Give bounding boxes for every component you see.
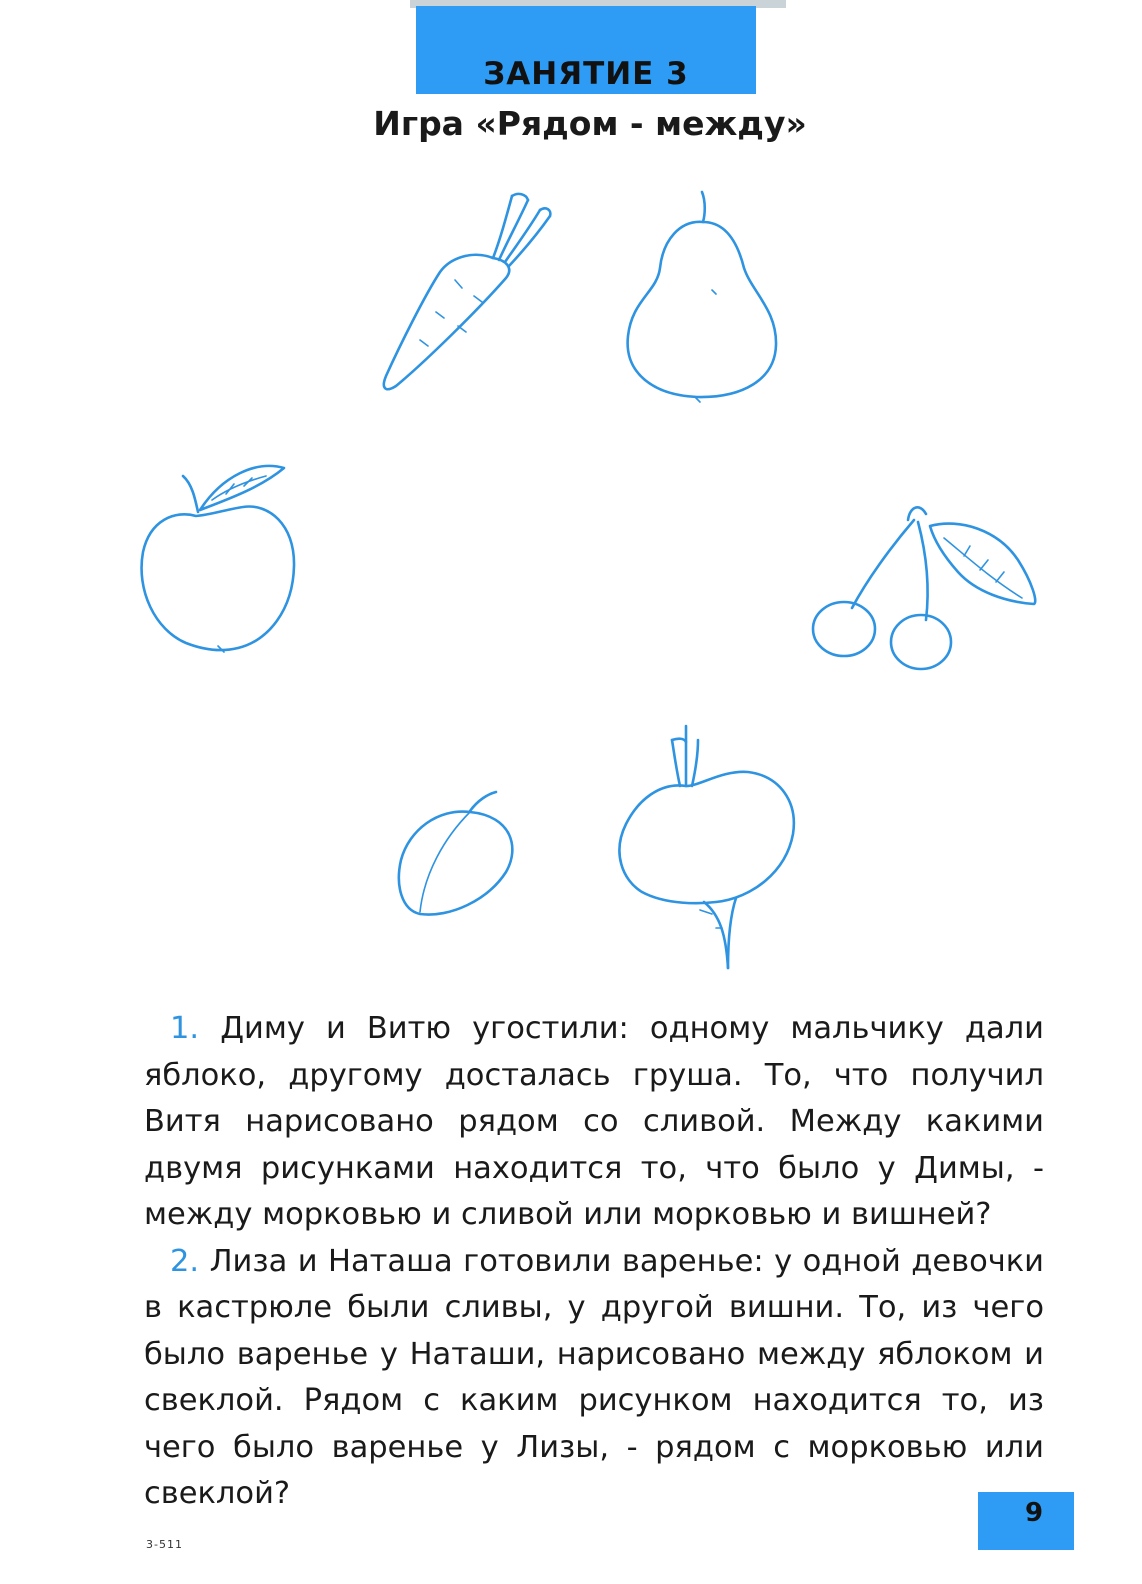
task-1 [144,1006,1044,1239]
task-2 [144,1239,1044,1518]
task-text: Диму и Витю угостили: одному мальчику дали яблоко, другому досталась груша. То, что получил Витя нарисовано рядом со сливой. Между какими двумя рисунками находится то, что было у Димы, - между морковью и сливой или морковью и вишней? [144,1011,1044,1232]
pear-icon [628,192,776,402]
lesson-title: ЗАНЯТИЕ 3 [483,56,689,92]
task-text: Лиза и Наташа готовили варенье: у одной девочки в кастрюле были сливы, у другой вишни. То, из чего было варенье у Наташи, нарисовано между яблоком и свеклой. Рядом с каким рисунком находится то, из чего было варенье у Лизы, - рядом с морковью или свеклой? [144,1243,1045,1511]
carrot-icon [384,194,551,389]
apple-icon [142,466,294,652]
plum-icon [399,792,512,915]
task-number: 2. [170,1243,200,1279]
task-number: 1. [170,1011,200,1046]
print-code: 3-511 [146,1538,183,1551]
cherry-icon [813,507,1035,669]
game-title: Игра «Рядом - между» [373,104,807,143]
beet-icon [619,726,793,968]
tasks [144,1006,1044,1518]
page-number: 9 [1024,1498,1044,1528]
